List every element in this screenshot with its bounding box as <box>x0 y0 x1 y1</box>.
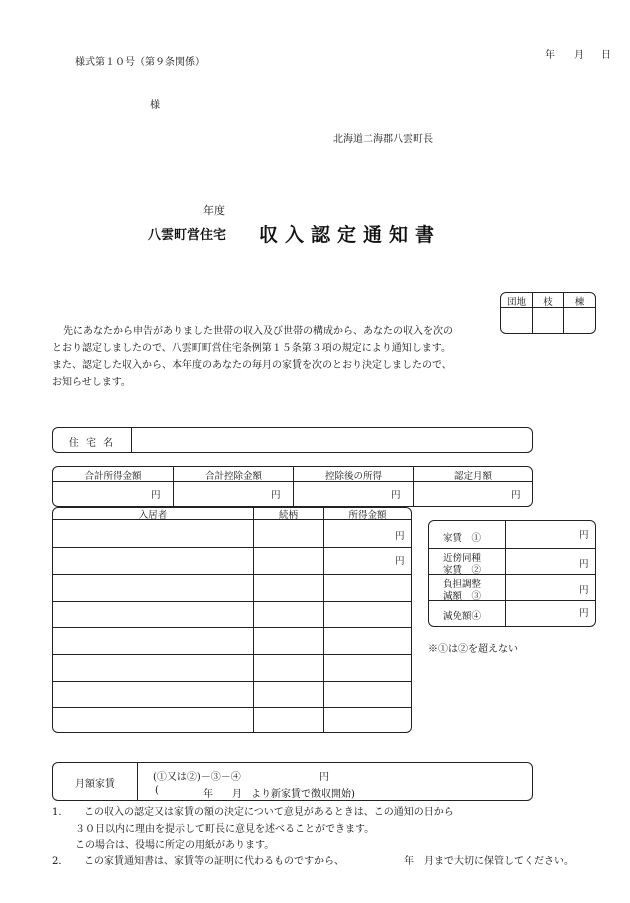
note-1-line-2: ３０日以内に理由を提示して町長に意見を述べることができます。 <box>75 824 375 835</box>
member-header-income: 所得金額 <box>348 510 387 521</box>
rent-row-2-unit: 円 <box>579 559 589 570</box>
monthly-rent-formula: (①又は②)－③－④ <box>153 772 241 783</box>
rent-row-3-label-b: 減額 ③ <box>443 591 482 602</box>
rent-row-2-label-b: 家賃 ② <box>443 565 482 576</box>
note-1-line-3: この場合は、役場に所定の用紙があります。 <box>75 840 275 851</box>
issuer-name: 北海道二海郡八雲町長 <box>333 134 433 145</box>
member-header-relation: 続柄 <box>278 510 298 521</box>
member-header-resident: 入居者 <box>138 510 168 521</box>
rent-row-1-label: 家賃 ① <box>443 533 482 544</box>
note-2-text-a: この家賃通知書は、家賃等の証明に代わるものですから、 <box>84 856 344 867</box>
eda-label: 枝 <box>543 297 553 308</box>
monthly-rent-label: 月額家賃 <box>75 779 115 790</box>
note-1-number: 1． <box>52 807 69 818</box>
member-table <box>52 507 412 733</box>
residence-name-box <box>52 427 533 453</box>
rent-row-4-unit: 円 <box>579 608 589 619</box>
note-2-number: 2． <box>52 856 69 867</box>
member-unit-2: 円 <box>395 556 405 567</box>
rent-box <box>428 520 596 627</box>
rent-row-2-label-a: 近傍同種 <box>443 553 482 564</box>
form-number: 様式第１０号（第９条関係） <box>75 57 205 68</box>
member-unit-1: 円 <box>395 531 405 542</box>
intro-line-4: お知らせします。 <box>52 377 131 388</box>
intro-line-1: 先にあなたから申告がありました世帯の収入及び世帯の構成から、あなたの収入を次の <box>63 326 453 337</box>
income-unit-2: 円 <box>271 490 281 501</box>
rent-row-1-unit: 円 <box>579 530 589 541</box>
rent-row-4-label: 減免額④ <box>443 611 482 622</box>
danchi-label: 団地 <box>506 297 526 308</box>
intro-line-2: とおり認定しましたので、八雲町町営住宅条例第１５条第３項の規定により通知します。 <box>52 343 451 354</box>
income-table <box>52 466 533 507</box>
residence-label: 住 宅 名 <box>68 438 116 449</box>
monthly-rent-start-year: 年 <box>203 789 213 800</box>
date-day-label: 日 <box>601 50 611 61</box>
monthly-rent-start-open: ( <box>155 785 159 796</box>
fiscal-year-label: 年度 <box>203 204 225 217</box>
mune-label: 棟 <box>574 297 585 308</box>
monthly-rent-start-month: 月 <box>232 789 242 800</box>
rent-row-3-unit: 円 <box>579 585 589 596</box>
income-unit-4: 円 <box>511 490 521 501</box>
title-prefix: 八雲町営住宅 <box>148 228 227 243</box>
income-header-after-deduction: 控除後の所得 <box>324 471 382 482</box>
income-unit-1: 円 <box>151 490 161 501</box>
page-title: 収入認定通知書 <box>259 224 442 246</box>
monthly-rent-start-text: より新家賃で徴収開始) <box>251 789 355 800</box>
note-2-text-b: 年 月まで大切に保管してください。 <box>404 856 574 867</box>
income-header-monthly: 認定月額 <box>453 471 492 482</box>
monthly-rent-box <box>52 762 533 801</box>
addressee-suffix: 様 <box>150 100 160 111</box>
rent-row-3-label-a: 負担調整 <box>443 579 482 590</box>
location-box <box>500 292 596 334</box>
income-unit-3: 円 <box>391 490 401 501</box>
monthly-rent-unit: 円 <box>319 772 329 783</box>
income-header-total: 合計所得金額 <box>84 471 142 482</box>
note-1-line-1: この収入の認定又は家賃の額の決定について意見があるときは、この通知の日から <box>84 807 454 818</box>
income-header-deduction: 合計控除金額 <box>204 471 262 482</box>
date-month-label: 月 <box>574 50 584 61</box>
intro-line-3: また、認定した収入から、本年度のあなたの毎月の家賃を次のとおり決定しましたので、 <box>52 360 452 371</box>
rent-note: ※①は②を超えない <box>428 644 518 655</box>
date-year-label: 年 <box>545 50 555 61</box>
